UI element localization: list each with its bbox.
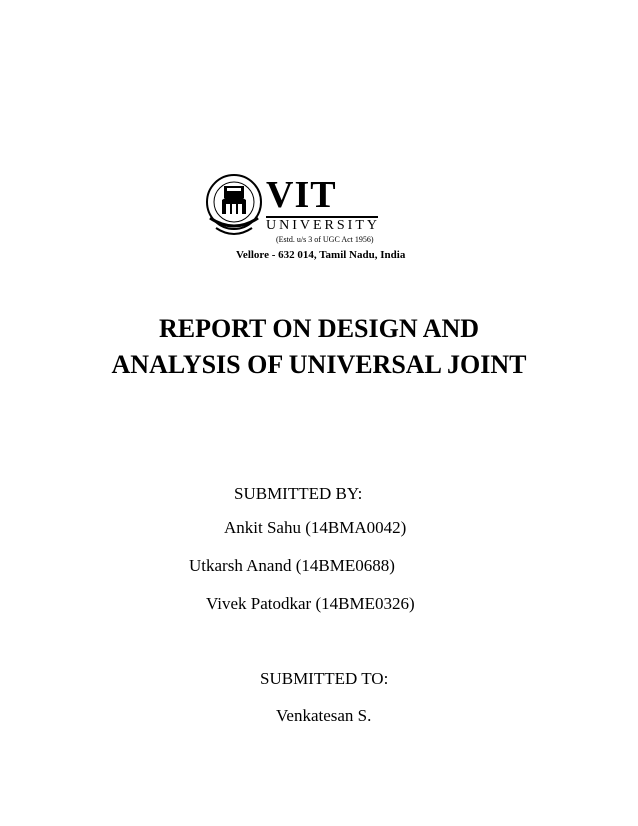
report-title: REPORT ON DESIGN AND ANALYSIS OF UNIVERSAL JOINT xyxy=(111,314,527,379)
supervisor-name: Venkatesan S. xyxy=(276,706,372,725)
logo-vit-text: VIT xyxy=(266,174,337,216)
member-2: Utkarsh Anand (14BME0688) xyxy=(189,556,395,575)
logo-established-text: (Estd. u/s 3 of UGC Act 1956) xyxy=(276,235,374,244)
member-1: Ankit Sahu (14BMA0042) xyxy=(224,518,407,537)
logo-university-text: UNIVERSITY xyxy=(266,218,380,233)
submitted-to-heading: SUBMITTED TO: xyxy=(260,669,389,688)
vit-university-logo xyxy=(204,172,404,264)
submitted-by-heading: SUBMITTED BY: xyxy=(234,484,363,503)
university-seal-icon xyxy=(204,172,264,242)
member-3: Vivek Patodkar (14BME0326) xyxy=(206,594,415,613)
logo-address-text: Vellore - 632 014, Tamil Nadu, India xyxy=(236,249,406,261)
